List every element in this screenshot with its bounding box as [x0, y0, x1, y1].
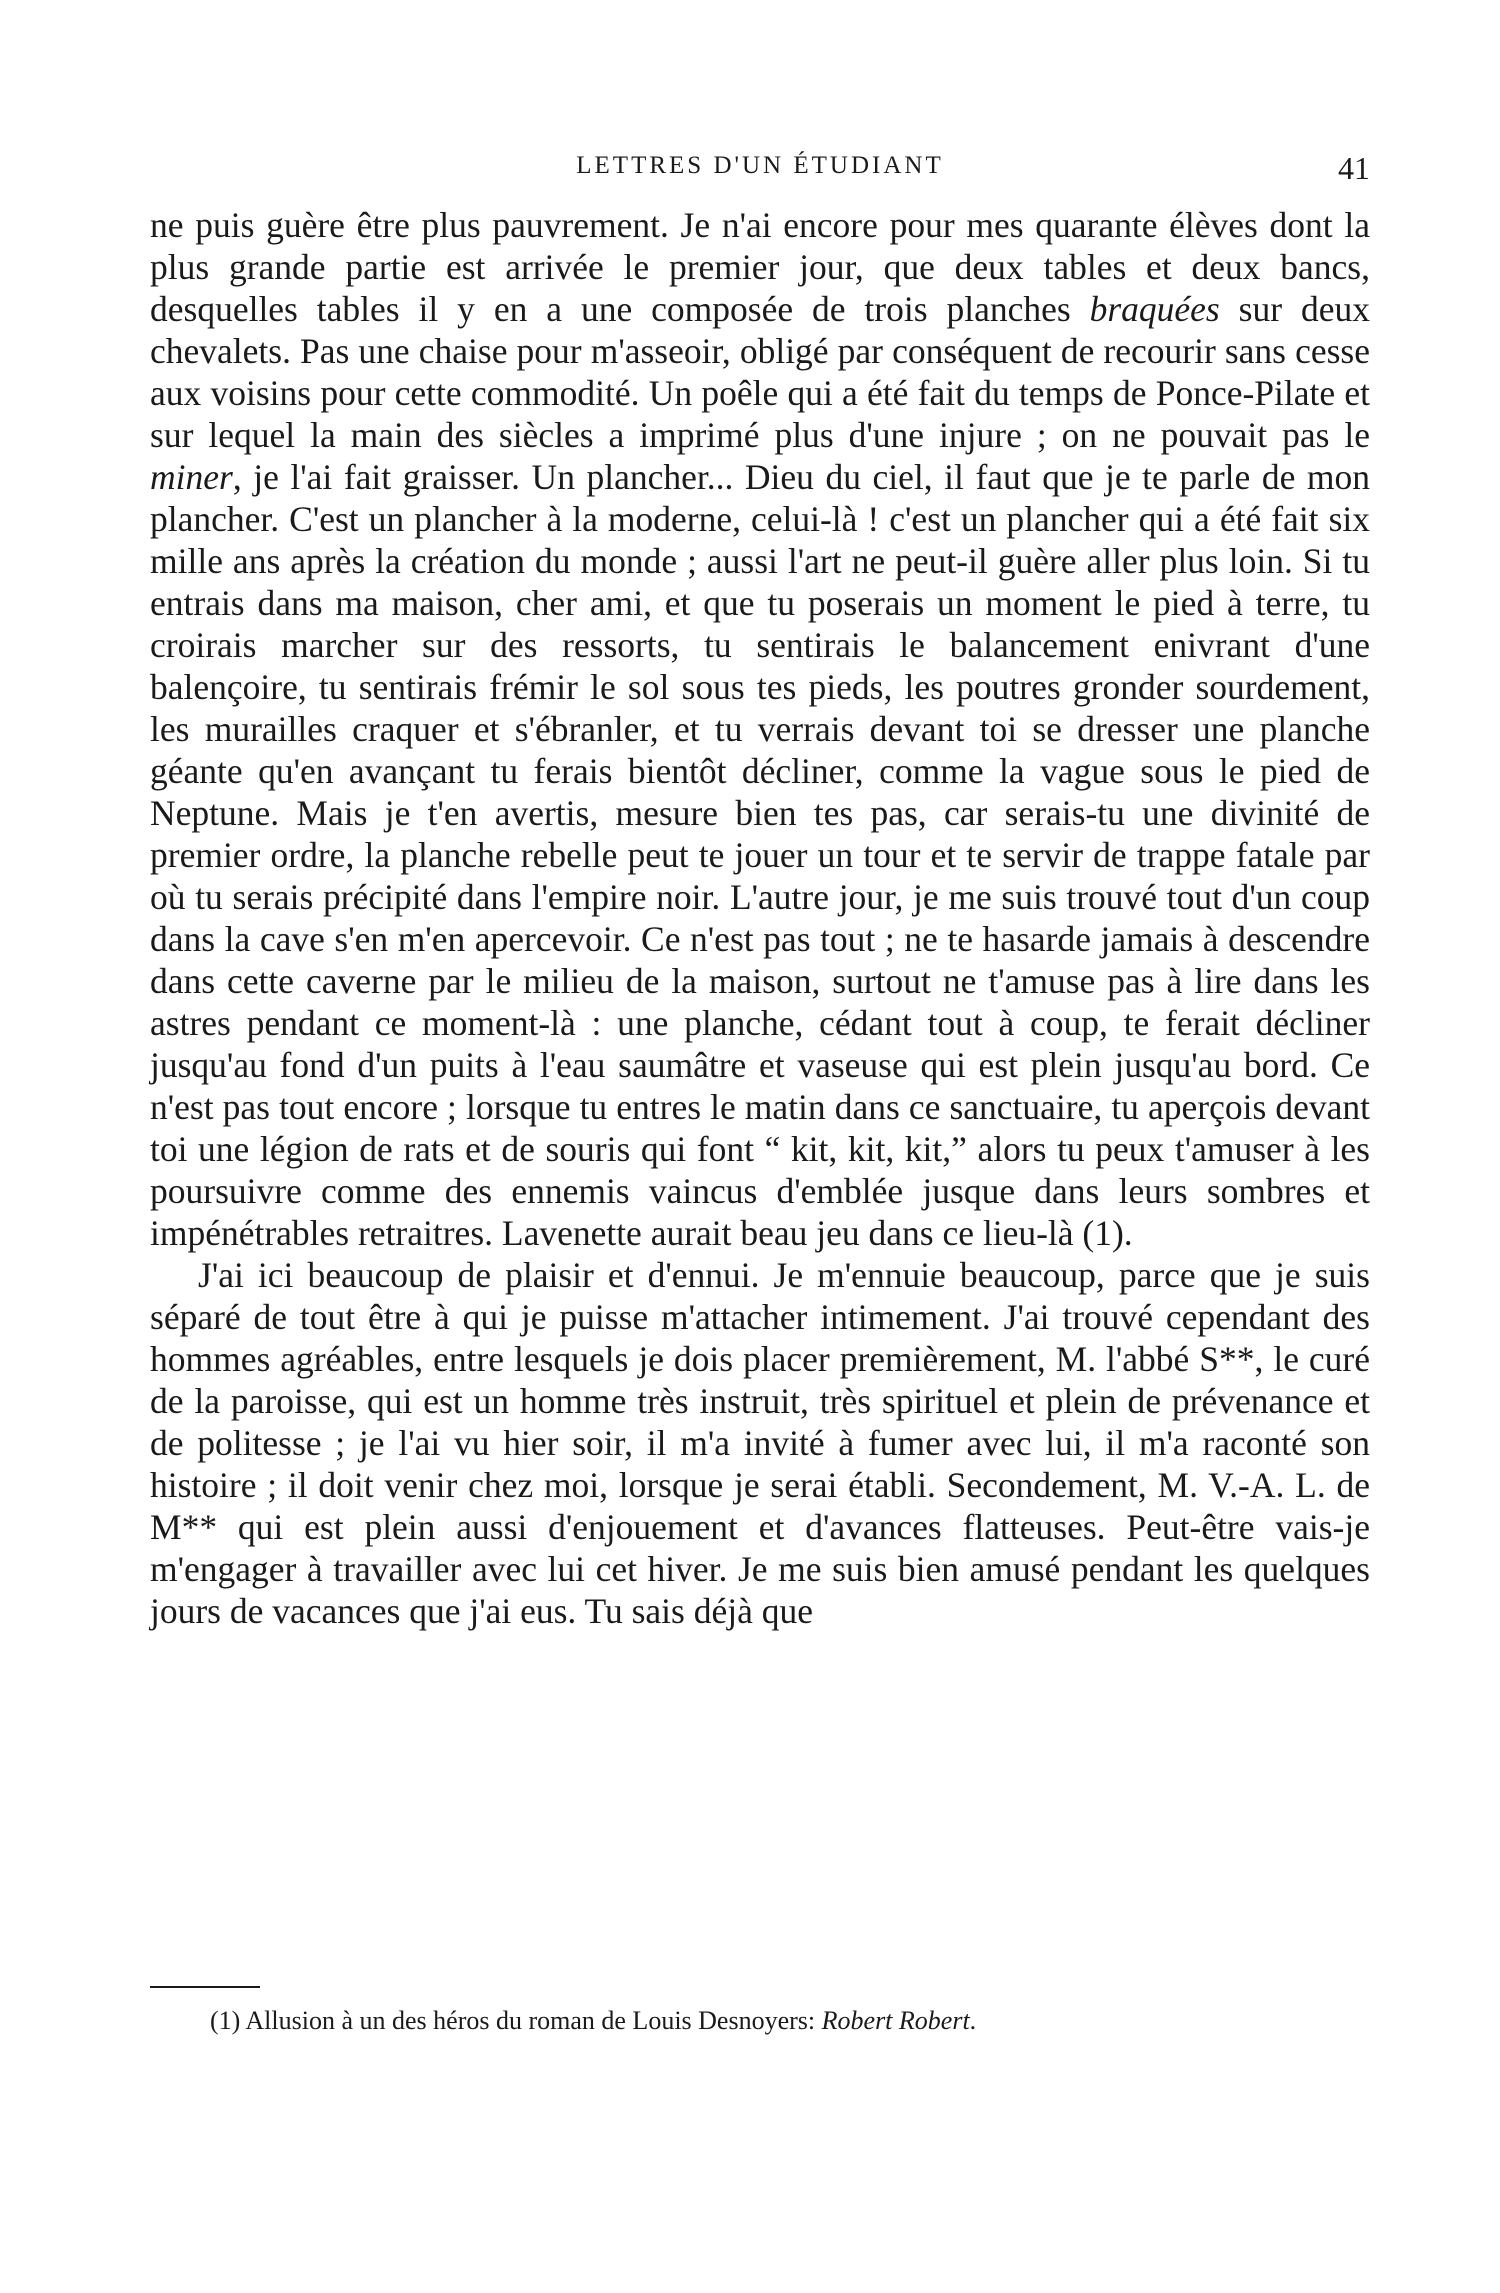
paragraph-1 — [150, 204, 1370, 1254]
paragraph-1-part-c: , je l'ai fait graisser. Un plancher... Dieu du ciel, il faut que je te parle de mon plancher. C'est un plancher à la moderne, celui-là ! c'est un plancher qui a été fait six mille ans après la création du monde ; aussi l'art ne peut-il guère aller plus loin. Si tu entrais dans ma maison, cher ami, et que tu poserais un moment le pied à terre, tu croirais marcher sur des ressorts, tu sentirais le balancement enivrant d'une balençoire, tu sentirais frémir le sol sous tes pieds, les poutres gronder sourdement, les murailles craquer et s'ébranler, et tu verrais devant toi se dresser une planche géante qu'en avançant tu ferais bientôt décliner, comme la vague sous le pied de Neptune. Mais je t'en avertis, mesure bien tes pas, car serais-tu une divinité de premier ordre, la planche rebelle peut te jouer un tour et te servir de trappe fatale par où tu serais précipité dans l'empire noir. L'autre jour, je me suis trouvé tout d'un coup dans la cave s'en m'en apercevoir. Ce n'est pas tout ; ne te hasarde jamais à descendre dans cette caverne par le milieu de la maison, surtout ne t'amuse pas à lire dans les astres pendant ce moment-là : une planche, cédant tout à coup, te ferait décliner jusqu'au fond d'un puits à l'eau saumâtre et vaseuse qui est plein jusqu'au bord. Ce n'est pas tout encore ; lorsque tu entres le matin dans ce sanctuaire, tu aperçois devant toi une légion de rats et de souris qui font “ kit, kit, kit,” alors tu peux t'amuser à les poursuivre comme des ennemis vaincus d'emblée jusque dans leurs sombres et impénétrables retraitres. Lavenette aurait beau jeu dans ce lieu-là (1). — [150, 457, 1370, 1253]
italic-word-braquees: braquées — [1089, 289, 1220, 329]
footnote — [210, 2004, 1370, 2038]
body-text — [150, 204, 1370, 1632]
running-head — [150, 150, 1370, 190]
paragraph-1-part-a: ne puis guère être plus pauvrement. Je n'ai encore pour mes quarante élèves dont la plus grande partie est arrivée le premier jour, que deux tables et deux bancs, desquelles tables il y en a une composée de trois planches — [150, 205, 1370, 329]
paragraph-1-part-b: sur deux chevalets. Pas une chaise pour m'asseoir, obligé par conséquent de recourir sans cesse aux voisins pour cette commodité. Un poêle qui a été fait du temps de Ponce-Pilate et sur lequel la main des siècles a imprimé plus d'une injure ; on ne pouvait pas le — [150, 289, 1370, 455]
footnote-italic-title: Robert Robert — [821, 2006, 970, 2035]
footnote-marker: (1) — [210, 2006, 241, 2035]
running-title: LETTRES D'UN ÉTUDIANT — [576, 152, 944, 179]
footnote-text: Allusion à un des héros du roman de Louis Desnoyers: — [240, 2006, 822, 2035]
italic-word-miner: miner — [150, 457, 233, 497]
footnote-end: . — [969, 2006, 977, 2035]
page-number: 41 — [1338, 150, 1370, 186]
paragraph-2: J'ai ici beaucoup de plaisir et d'ennui. Je m'ennuie beaucoup, parce que je suis séparé de tout être à qui je puisse m'attacher intimement. J'ai trouvé cependant des hommes agréables, entre lesquels je dois placer premièrement, M. l'abbé S**, le curé de la paroisse, qui est un homme très instruit, très spirituel et plein de prévenance et de politesse ; je l'ai vu hier soir, il m'a invité à fumer avec lui, il m'a raconté son histoire ; il doit venir chez moi, lorsque je serai établi. Secondement, M. V.-A. L. de M** qui est plein aussi d'enjouement et d'avances flatteuses. Peut-être vais-je m'engager à travailler avec lui cet hiver. Je me suis bien amusé pendant les quelques jours de vacances que j'ai eus. Tu sais déjà que — [150, 1255, 1370, 1631]
footnote-rule — [150, 1986, 260, 1988]
